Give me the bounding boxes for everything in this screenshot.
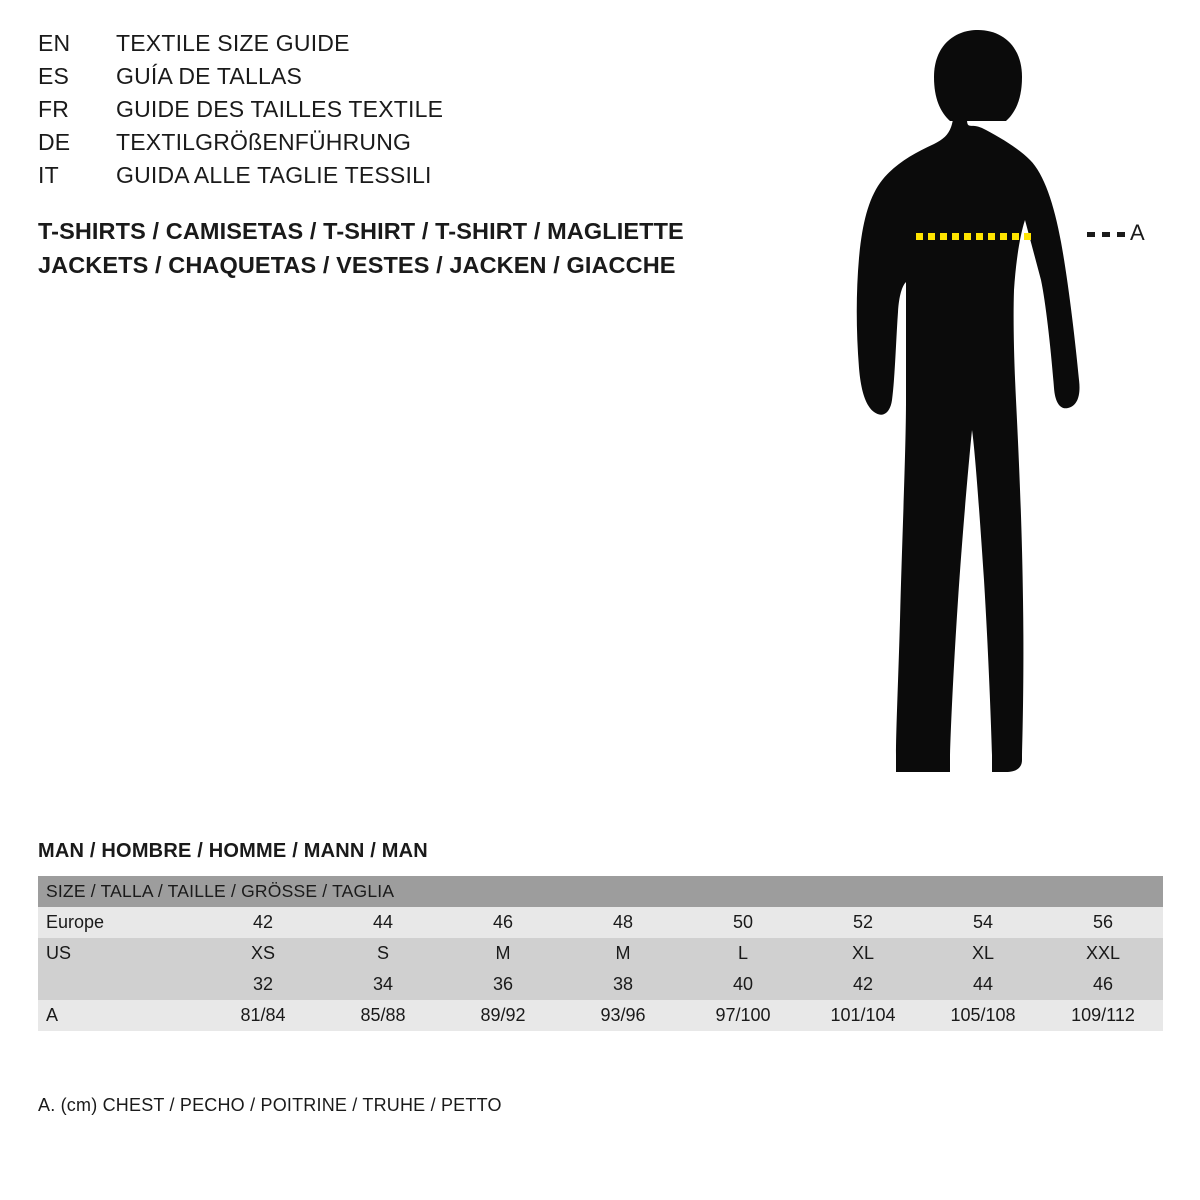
table-header-label: SIZE / TALLA / TAILLE / GRÖSSE / TAGLIA	[38, 876, 1163, 907]
cell-europe-5: 50	[683, 907, 803, 938]
cell-a-4: 93/96	[563, 1000, 683, 1031]
cell-europe-3: 46	[443, 907, 563, 938]
category-block	[38, 218, 798, 286]
cell-us-4: M	[563, 938, 683, 969]
cell-europe-6: 52	[803, 907, 923, 938]
cell-a-6: 101/104	[803, 1000, 923, 1031]
table-header-row	[38, 876, 1163, 907]
chest-measure-line	[916, 233, 1033, 240]
cell-a-1: 81/84	[203, 1000, 323, 1031]
cell-europe-2: 44	[323, 907, 443, 938]
cell-a-2: 85/88	[323, 1000, 443, 1031]
cell-europe-4: 48	[563, 907, 683, 938]
language-row	[38, 30, 758, 63]
gender-title: MAN / HOMBRE / HOMME / MANN / MAN	[38, 840, 428, 862]
language-title: GUÍA DE TALLAS	[116, 63, 303, 89]
language-code: EN	[38, 30, 71, 56]
cell-europe-7: 54	[923, 907, 1043, 938]
size-table	[38, 876, 1163, 1031]
table-row	[38, 1000, 1163, 1031]
cell-us-1: XS	[203, 938, 323, 969]
size-table-section	[38, 840, 1163, 1031]
table-row	[38, 938, 1163, 969]
language-code: IT	[38, 162, 59, 188]
language-code: FR	[38, 96, 70, 122]
cell-a-8: 109/112	[1043, 1000, 1163, 1031]
language-header-block	[38, 30, 758, 195]
language-row	[38, 129, 758, 162]
language-code: DE	[38, 129, 71, 155]
category-line-tshirts: T-SHIRTS / CAMISETAS / T-SHIRT / T-SHIRT / MAGLIETTE	[38, 218, 684, 244]
cell-numeric-6: 42	[803, 969, 923, 1000]
cell-us-6: XL	[803, 938, 923, 969]
chest-measure-leader-dashes	[1087, 232, 1129, 237]
cell-numeric-1: 32	[203, 969, 323, 1000]
table-row	[38, 907, 1163, 938]
measurement-footnote: A. (cm) CHEST / PECHO / POITRINE / TRUHE / PETTO	[38, 1095, 502, 1115]
language-title: TEXTILE SIZE GUIDE	[116, 30, 350, 56]
cell-numeric-4: 38	[563, 969, 683, 1000]
language-row	[38, 162, 758, 195]
table-row	[38, 969, 1163, 1000]
chest-measure-label: A	[1130, 220, 1145, 245]
cell-numeric-2: 34	[323, 969, 443, 1000]
language-title: TEXTILGRÖßENFÜHRUNG	[116, 129, 412, 155]
row-label-us: US	[38, 938, 203, 969]
language-row	[38, 63, 758, 96]
cell-a-5: 97/100	[683, 1000, 803, 1031]
language-title: GUIDE DES TAILLES TEXTILE	[116, 96, 444, 122]
cell-us-3: M	[443, 938, 563, 969]
cell-a-3: 89/92	[443, 1000, 563, 1031]
cell-europe-1: 42	[203, 907, 323, 938]
row-label-a: A	[38, 1000, 203, 1031]
male-silhouette-icon	[830, 20, 1180, 790]
row-label-europe: Europe	[38, 907, 203, 938]
language-row	[38, 96, 758, 129]
cell-us-8: XXL	[1043, 938, 1163, 969]
cell-numeric-7: 44	[923, 969, 1043, 1000]
cell-us-7: XL	[923, 938, 1043, 969]
cell-europe-8: 56	[1043, 907, 1163, 938]
cell-numeric-3: 36	[443, 969, 563, 1000]
cell-us-5: L	[683, 938, 803, 969]
body-silhouette-figure	[830, 20, 1180, 790]
cell-numeric-5: 40	[683, 969, 803, 1000]
row-label-numeric	[38, 969, 203, 1000]
language-title: GUIDA ALLE TAGLIE TESSILI	[116, 162, 432, 188]
cell-numeric-8: 46	[1043, 969, 1163, 1000]
cell-a-7: 105/108	[923, 1000, 1043, 1031]
cell-us-2: S	[323, 938, 443, 969]
category-line-jackets: JACKETS / CHAQUETAS / VESTES / JACKEN / GIACCHE	[38, 252, 676, 278]
language-code: ES	[38, 63, 70, 89]
